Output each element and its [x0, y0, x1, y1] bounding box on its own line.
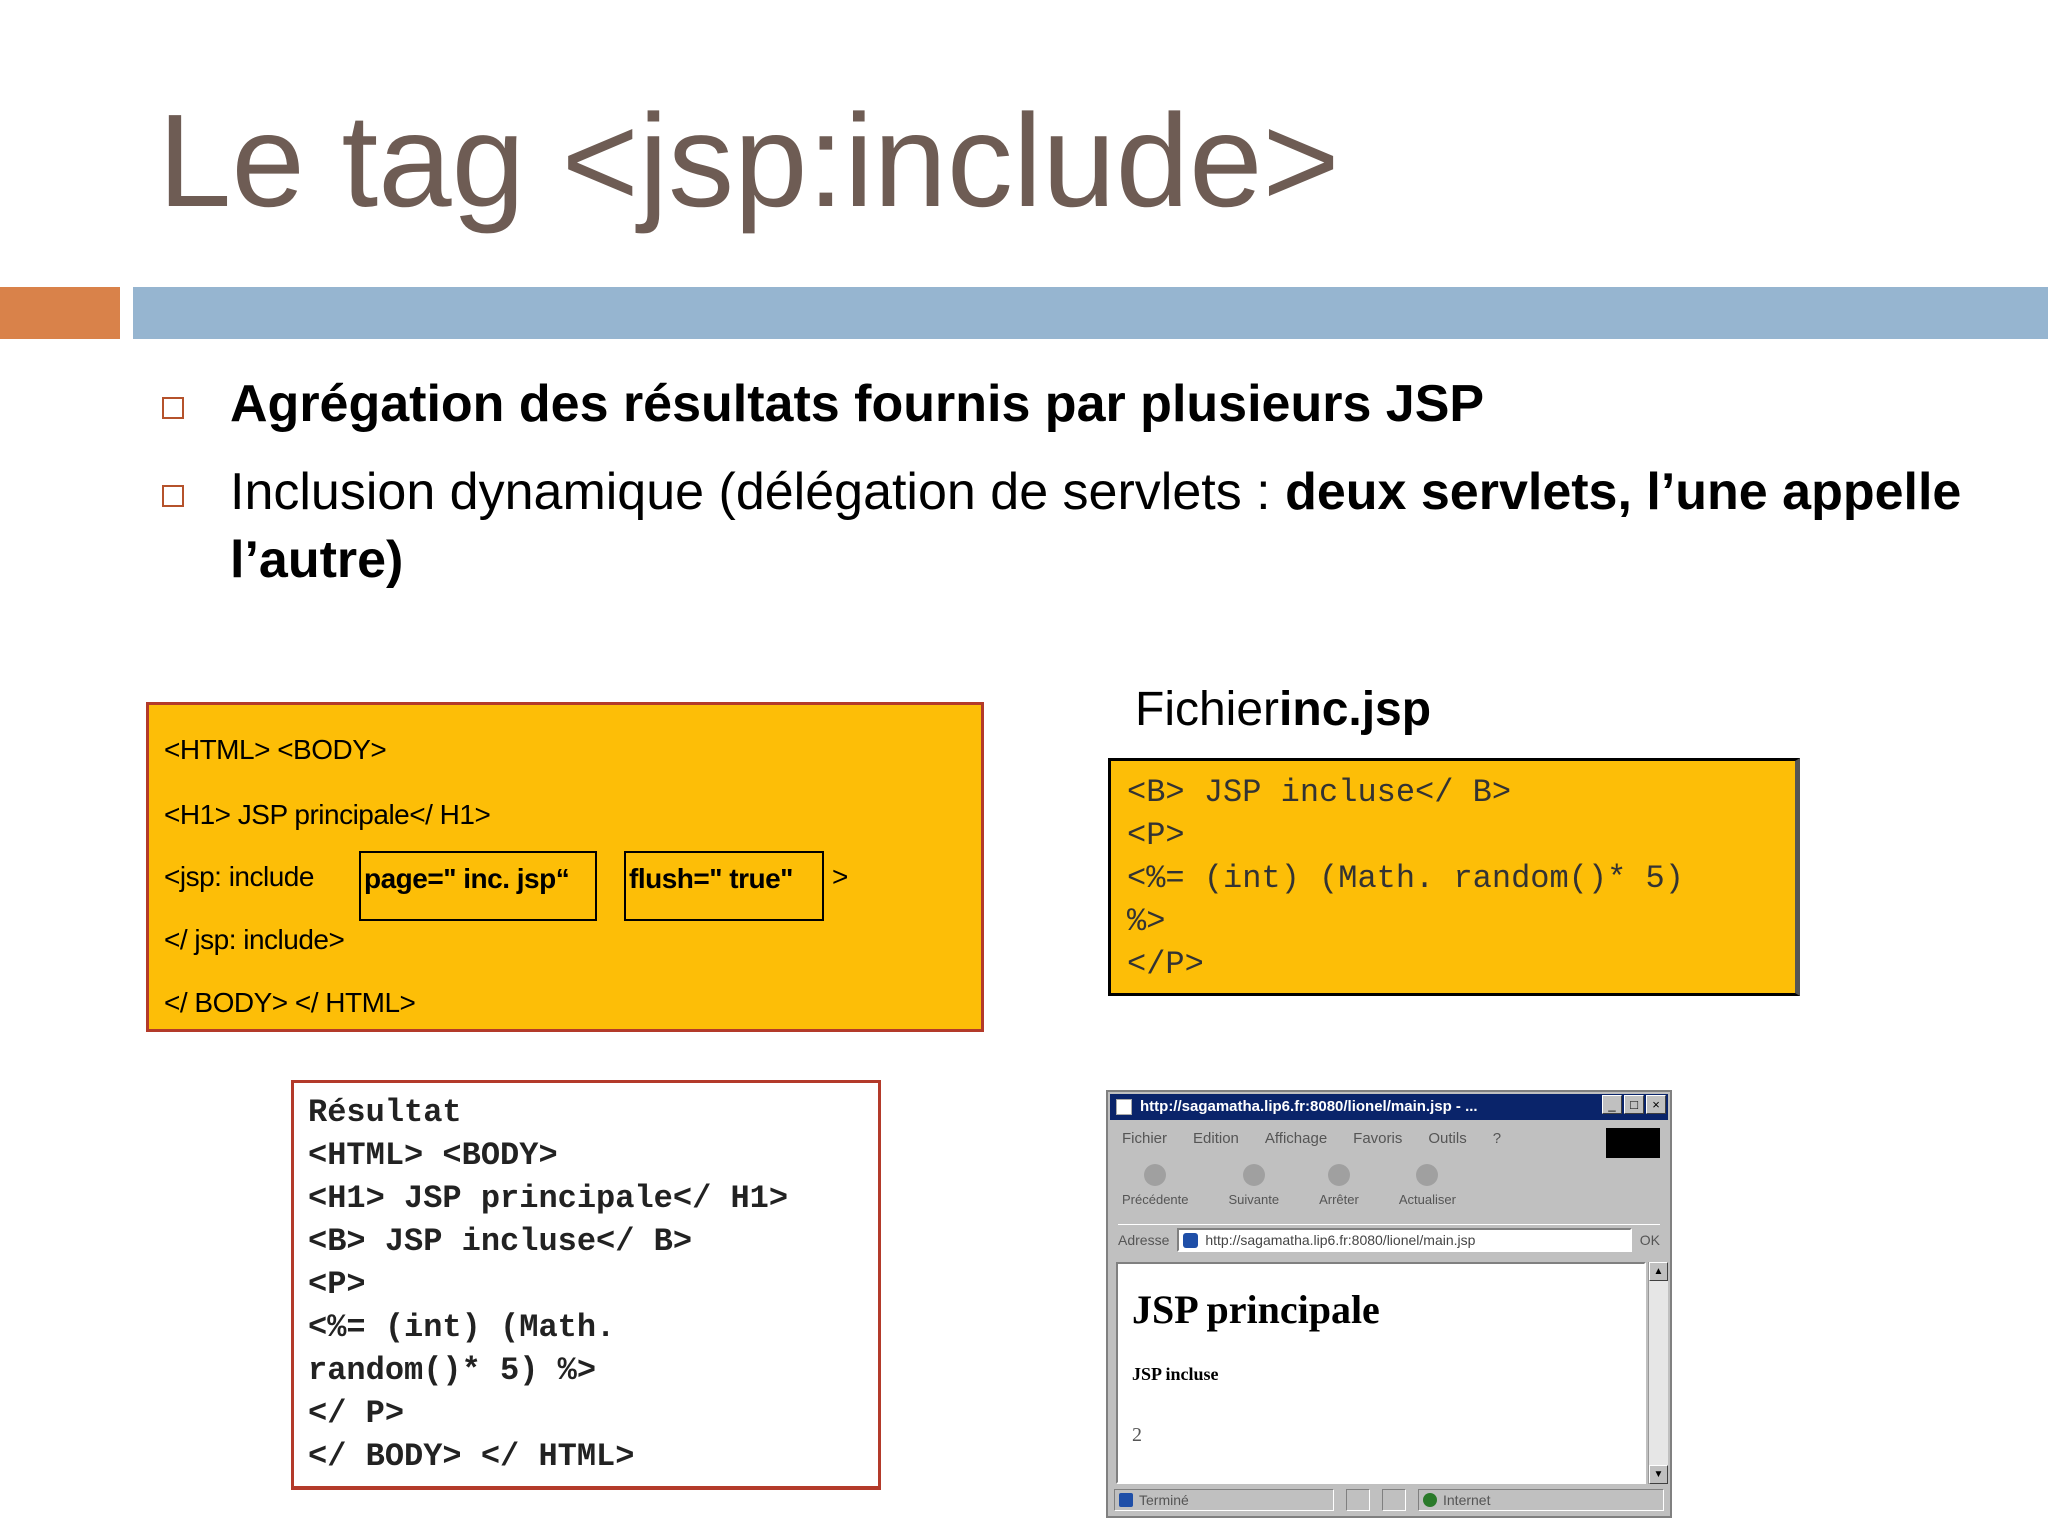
- browser-titlebar: http://sagamatha.lip6.fr:8080/lionel/main.jsp - ...: [1110, 1094, 1668, 1120]
- page-heading: JSP principale: [1132, 1287, 1380, 1332]
- menu-item[interactable]: ?: [1492, 1130, 1502, 1147]
- bullet-item: Inclusion dynamique (délégation de servlets : deux servlets, l’une appelle l’autre): [158, 458, 1998, 594]
- forward-arrow-icon: [1243, 1164, 1265, 1186]
- zone-indicator: Internet: [1418, 1489, 1664, 1511]
- status-bar: [1114, 1488, 1664, 1512]
- include-file-label: Fichierinc.jsp: [1135, 683, 1432, 736]
- browser-viewport: [1116, 1262, 1646, 1484]
- slide-title: Le tag <jsp:include>: [158, 87, 1340, 234]
- refresh-button[interactable]: Actualiser: [1399, 1164, 1456, 1220]
- square-bullet-icon: [162, 485, 184, 507]
- include-file-code-box: <B> JSP incluse</ B> <P> <%= (int) (Math. random()* 5) %> </P>: [1108, 758, 1800, 996]
- status-cell: [1346, 1489, 1370, 1511]
- square-bullet-icon: [162, 397, 184, 419]
- menu-item[interactable]: Fichier: [1122, 1130, 1168, 1147]
- page-attribute-box: page=" inc. jsp“: [359, 851, 597, 921]
- back-button[interactable]: Précédente: [1122, 1164, 1189, 1220]
- included-text: JSP incluse: [1132, 1364, 1219, 1384]
- refresh-icon: [1416, 1164, 1438, 1186]
- random-number: 2: [1132, 1424, 1142, 1446]
- address-input[interactable]: http://sagamatha.lip6.fr:8080/lionel/main.jsp: [1177, 1228, 1631, 1252]
- result-code-box: Résultat <HTML> <BODY> <H1> JSP principale</ H1> <B> JSP incluse</ B> <P> <%= (int) (Math. random()* 5) %> </ P> </ BODY> </ HTML>: [291, 1080, 881, 1490]
- window-controls: [1602, 1095, 1666, 1114]
- scroll-down-icon[interactable]: ▼: [1649, 1465, 1668, 1484]
- code-line: </ BODY> </ HTML>: [164, 987, 416, 1018]
- ie-page-icon: [1116, 1099, 1132, 1115]
- code-line: >: [832, 861, 848, 892]
- menu-item[interactable]: Outils: [1428, 1130, 1467, 1147]
- stop-icon: [1328, 1164, 1350, 1186]
- address-label: Adresse: [1118, 1231, 1170, 1248]
- bullet-item: Agrégation des résultats fournis par plusieurs JSP: [158, 370, 1998, 438]
- title-divider-bar: [133, 287, 2048, 339]
- title-accent-bar: [0, 287, 120, 339]
- scroll-up-icon[interactable]: ▲: [1649, 1262, 1668, 1281]
- code-line: <H1> JSP principale</ H1>: [164, 799, 491, 830]
- address-bar: [1118, 1224, 1660, 1254]
- vertical-scrollbar[interactable]: [1648, 1262, 1668, 1484]
- page-icon: [1183, 1233, 1198, 1248]
- globe-icon: [1423, 1493, 1437, 1507]
- back-arrow-icon: [1144, 1164, 1166, 1186]
- menu-item[interactable]: Affichage: [1264, 1130, 1328, 1147]
- maximize-icon[interactable]: □: [1624, 1095, 1644, 1114]
- status-text: Terminé: [1114, 1489, 1334, 1511]
- code-line: <jsp: include: [164, 861, 314, 892]
- forward-button[interactable]: Suivante: [1229, 1164, 1280, 1220]
- code-line: </ jsp: include>: [164, 924, 345, 955]
- browser-screenshot: [1106, 1090, 1672, 1518]
- code-line: <HTML> <BODY>: [164, 734, 387, 765]
- done-icon: [1119, 1493, 1133, 1507]
- browser-toolbar: [1122, 1164, 1660, 1220]
- windows-logo-icon: [1606, 1128, 1660, 1158]
- close-icon[interactable]: ×: [1646, 1095, 1666, 1114]
- bullet-list: [158, 370, 1998, 614]
- main-jsp-code-box: [146, 702, 984, 1032]
- minimize-icon[interactable]: _: [1602, 1095, 1622, 1114]
- menu-item[interactable]: Edition: [1193, 1130, 1239, 1147]
- stop-button[interactable]: Arrêter: [1319, 1164, 1359, 1220]
- browser-menubar: [1122, 1130, 1600, 1154]
- menu-item[interactable]: Favoris: [1353, 1130, 1403, 1147]
- go-button[interactable]: OK: [1639, 1231, 1660, 1248]
- flush-attribute-box: flush=" true": [624, 851, 824, 921]
- status-cell: [1382, 1489, 1406, 1511]
